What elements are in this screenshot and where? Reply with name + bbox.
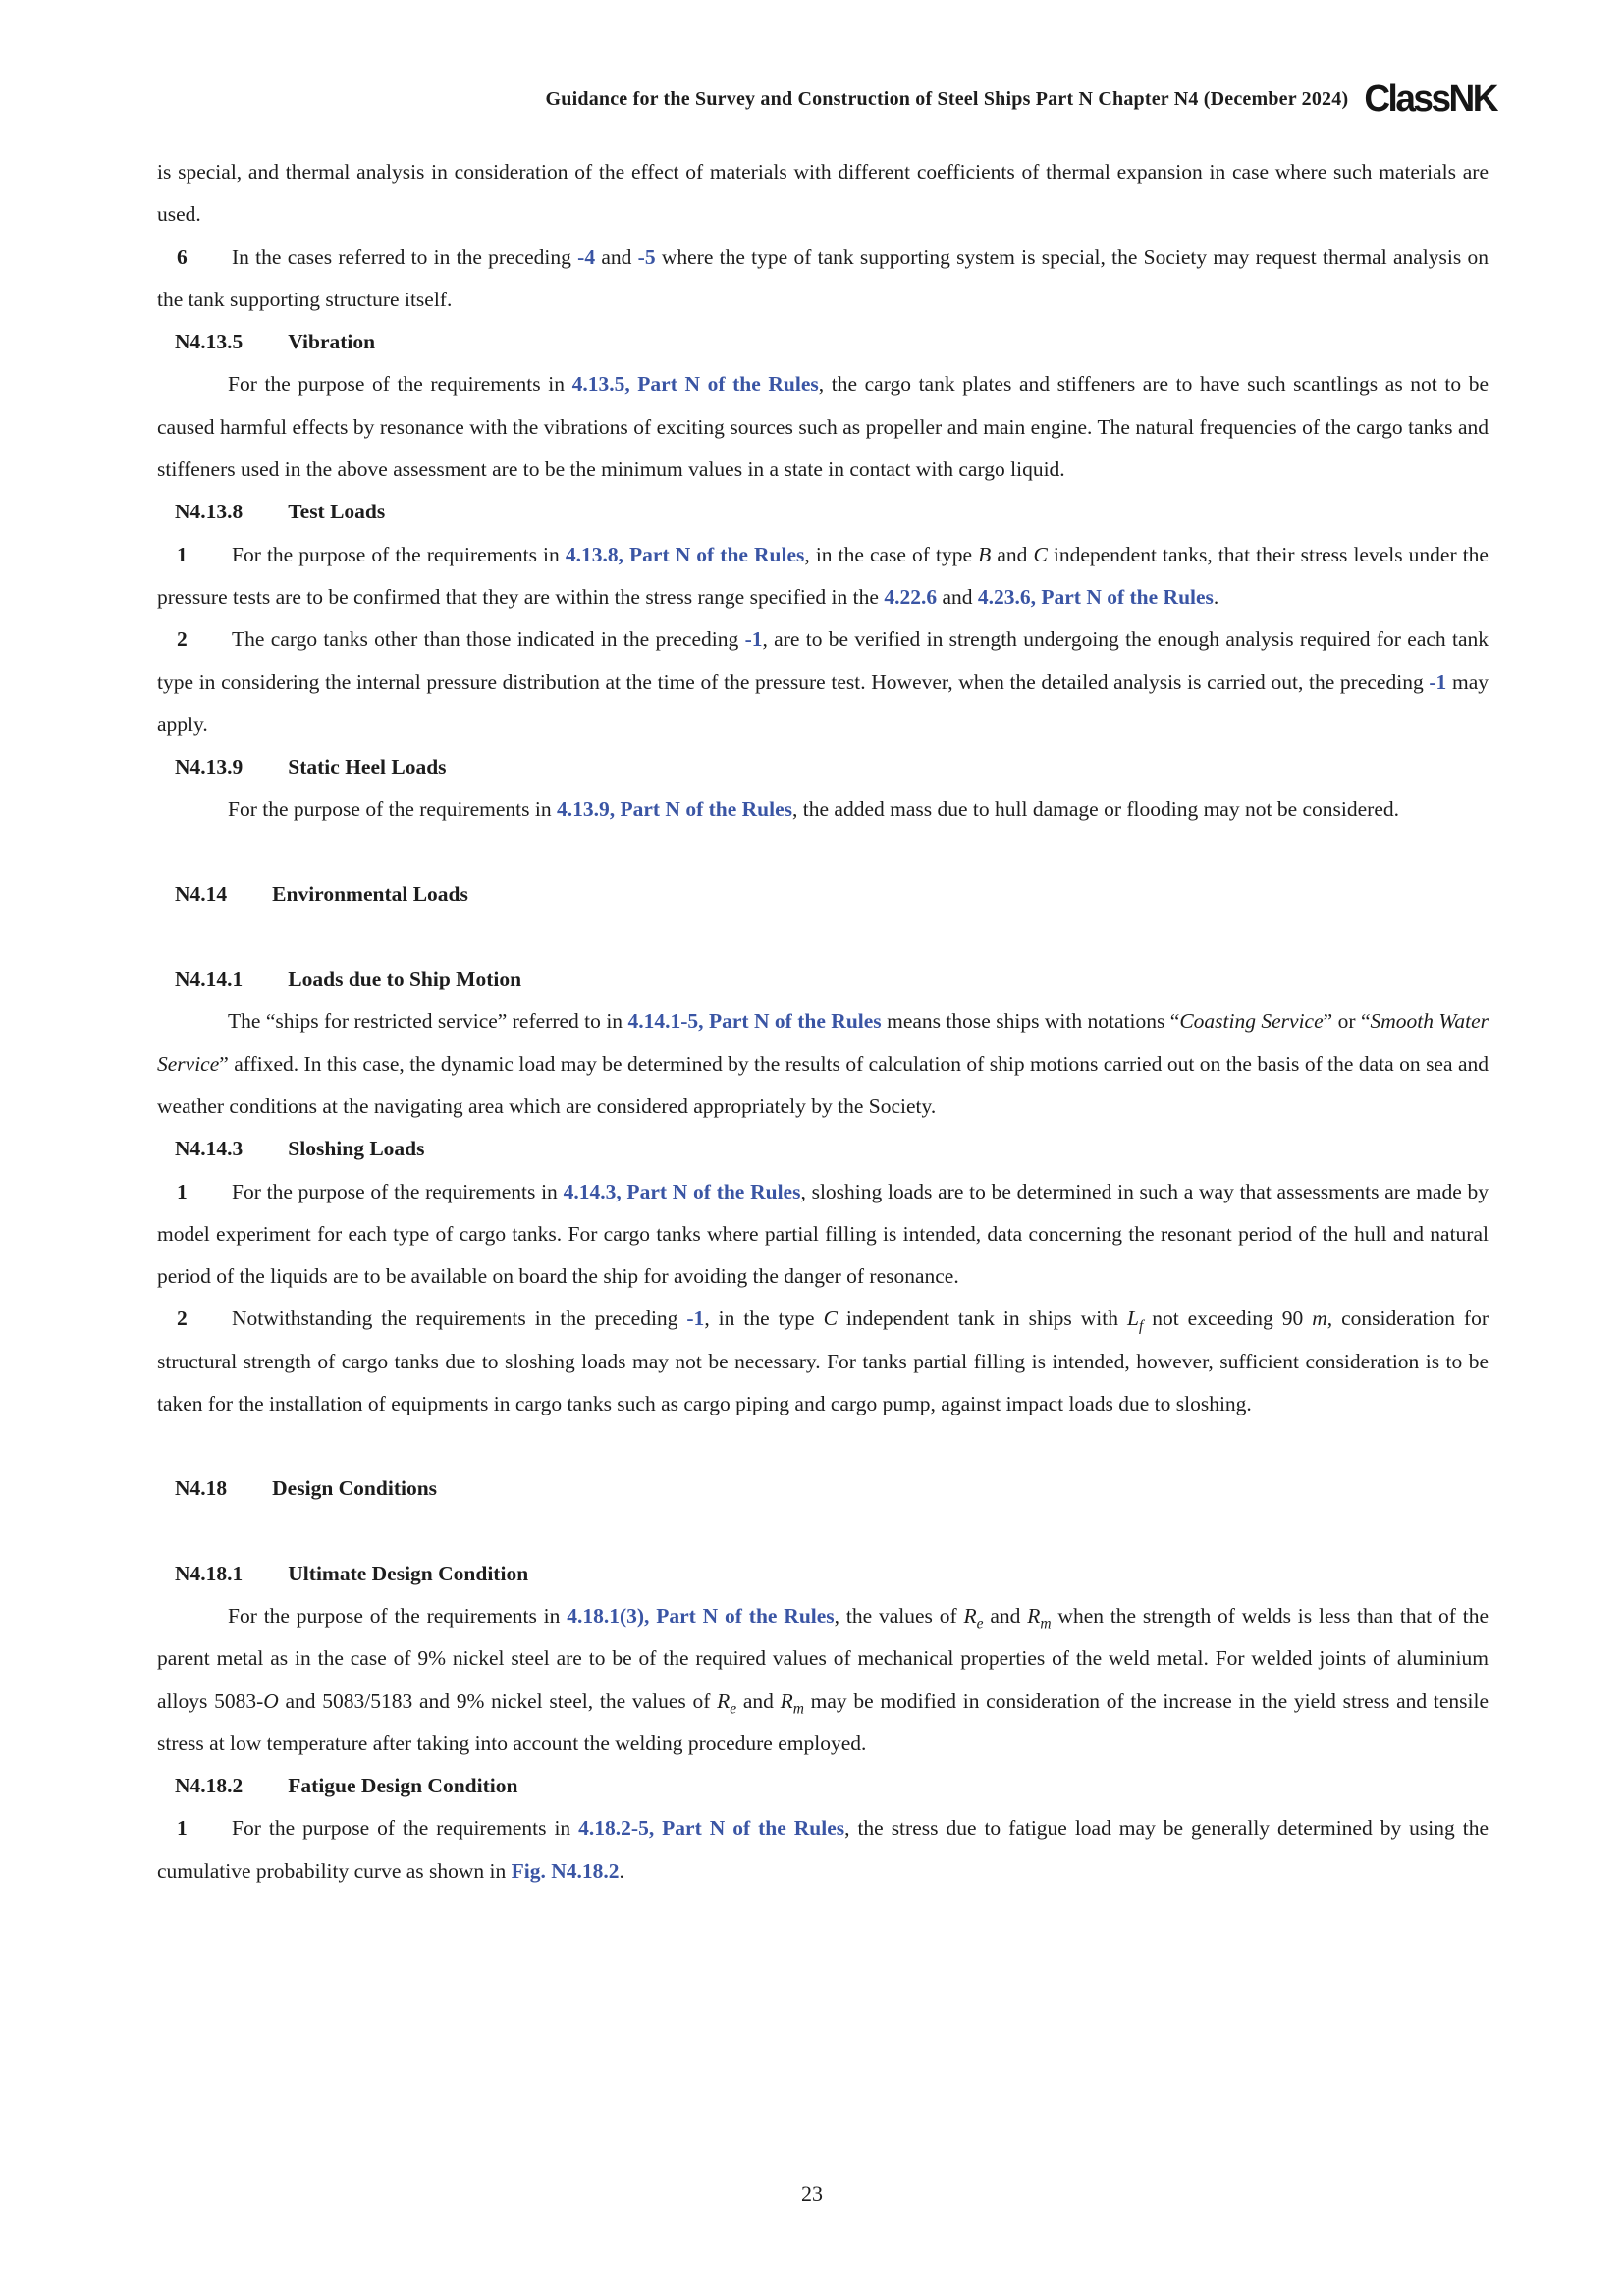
document-body <box>157 151 1489 1893</box>
text-run: For the purpose of the requirements in <box>228 1603 568 1628</box>
text-run: and 5083/5183 and 9% nickel steel, the values of <box>278 1688 718 1713</box>
text-run: independent tanks, that their stress levels under the pressure tests are to be confirmed that they are within the stress range specified in the <box>157 542 1489 609</box>
heading-number: N4.14.3 <box>175 1137 244 1161</box>
heading-title: Fatigue Design Condition <box>288 1774 518 1798</box>
subsection-heading <box>175 1553 1489 1595</box>
italic-symbol: R <box>1027 1603 1041 1628</box>
rule-reference-link[interactable]: 4.14.1-5, Part N of the Rules <box>627 1009 882 1034</box>
heading-title: Loads due to Ship Motion <box>288 967 522 991</box>
paragraph <box>157 1171 1489 1299</box>
text-run: ” or “ <box>1323 1009 1371 1034</box>
page-header <box>157 79 1496 120</box>
text-run: , the stress due to fatigue load may be generally determined by using the cumulative probability curve as shown in <box>157 1816 1489 1883</box>
heading-title: Vibration <box>288 330 376 354</box>
text-run: may be modified in consideration of the increase in the yield stress and tensile stress at low temperature after taking into account the welding procedure employed. <box>157 1688 1489 1755</box>
heading-number: N4.13.8 <box>175 500 244 524</box>
text-run: For the purpose of the requirements in <box>228 797 557 822</box>
text-run: , in the case of type <box>804 542 979 566</box>
subsection-heading <box>175 321 1489 363</box>
rule-reference-link[interactable]: -4 <box>577 244 596 269</box>
document-title: Guidance for the Survey and Construction of Steel Ships Part N Chapter N4 (December 2024) <box>545 87 1349 110</box>
item-number: 2 <box>177 1307 188 1331</box>
text-run: For the purpose of the requirements in <box>232 1816 579 1841</box>
paragraph <box>157 534 1489 619</box>
heading-number: N4.13.9 <box>175 755 244 779</box>
rule-reference-link[interactable]: -1 <box>686 1307 705 1331</box>
paragraph <box>157 1000 1489 1128</box>
rule-reference-link[interactable]: -5 <box>637 244 656 269</box>
text-run: when the strength of welds is less than that of the parent metal as in the case of 9% nickel steel are to be of the required values of mechanical properties of the weld metal. For welded joints of aluminium alloys 5083- <box>157 1603 1489 1713</box>
text-run: ” affixed. In this case, the dynamic load may be determined by the results of calculation of ship motions carried out on the basis of the data on sea and weather conditions at the navigating area which are considered appropriately by the Society. <box>157 1051 1489 1118</box>
italic-symbol: C <box>823 1307 838 1331</box>
rule-reference-link[interactable]: 4.18.2-5, Part N of the Rules <box>578 1816 845 1841</box>
paragraph <box>157 1298 1489 1425</box>
heading-title: Environmental Loads <box>272 881 468 906</box>
heading-number: N4.18.1 <box>175 1561 244 1585</box>
subscript-symbol: e <box>730 1699 737 1717</box>
heading-number: N4.18.2 <box>175 1774 244 1798</box>
italic-symbol: Coasting Service <box>1179 1009 1324 1034</box>
item-number: 6 <box>177 244 188 269</box>
paragraph <box>157 618 1489 746</box>
heading-number: N4.18 <box>175 1476 228 1501</box>
section-heading <box>175 874 1489 916</box>
text-run: is special, and thermal analysis in consideration of the effect of materials with different coefficients of thermal expansion in case where such materials are used. <box>157 160 1489 227</box>
page-number: 23 <box>801 2181 823 2206</box>
italic-symbol: R <box>780 1688 793 1713</box>
rule-reference-link[interactable]: -1 <box>744 627 763 652</box>
text-run: , consideration for structural strength of cargo tanks due to sloshing loads may not be necessary. For tanks partial filling is intended, however, sufficient consideration is to be taken for the installation of equipments in cargo tanks such as cargo piping and cargo pump, against impact loads due to sloshing. <box>157 1307 1489 1416</box>
paragraph <box>157 151 1489 237</box>
subsection-heading <box>175 1765 1489 1807</box>
text-run: . <box>619 1858 624 1883</box>
text-run: For the purpose of the requirements in <box>232 542 566 566</box>
text-run: means those ships with notations “ <box>881 1009 1180 1034</box>
rule-reference-link[interactable]: 4.14.3, Part N of the Rules <box>563 1179 801 1203</box>
text-run: , in the type <box>704 1307 824 1331</box>
subsection-heading <box>175 1128 1489 1170</box>
text-run: , the cargo tank plates and stiffeners are to have such scantlings as not to be caused harmful effects by resonance with the vibrations of exciting sources such as propeller and main engine. The natural frequencies of the cargo tanks and stiffeners used in the above assessment are to be the minimum values in a state in contact with cargo liquid. <box>157 372 1489 482</box>
paragraph <box>157 788 1489 830</box>
text-run: , the added mass due to hull damage or flooding may not be considered. <box>792 797 1399 822</box>
rule-reference-link[interactable]: 4.13.5, Part N of the Rules <box>571 372 819 397</box>
paragraph <box>157 363 1489 491</box>
italic-symbol: Smooth Water Service <box>157 1009 1489 1076</box>
text-run: independent tank in ships with <box>837 1307 1127 1331</box>
text-run: and <box>937 584 978 609</box>
rule-reference-link[interactable]: 4.18.1(3), Part N of the Rules <box>567 1603 835 1628</box>
text-run: , the values of <box>834 1603 964 1628</box>
subscript-symbol: m <box>1040 1615 1052 1632</box>
heading-number: N4.14.1 <box>175 967 244 991</box>
section-heading <box>175 1468 1489 1510</box>
classnk-logo: ClassNK <box>1364 78 1496 120</box>
text-run: Notwithstanding the requirements in the preceding <box>232 1307 687 1331</box>
rule-reference-link[interactable]: -1 <box>1429 669 1447 694</box>
text-run: For the purpose of the requirements in <box>232 1179 564 1203</box>
text-run: . <box>1213 584 1219 609</box>
text-run: may apply. <box>157 669 1489 736</box>
heading-title: Test Loads <box>288 500 386 524</box>
heading-title: Ultimate Design Condition <box>288 1561 529 1585</box>
text-run: and <box>736 1688 781 1713</box>
subsection-heading <box>175 746 1489 788</box>
text-run: In the cases referred to in the preceding <box>232 244 578 269</box>
italic-symbol: R <box>963 1603 977 1628</box>
item-number: 1 <box>177 1179 188 1203</box>
subscript-symbol: f <box>1138 1317 1144 1335</box>
paragraph <box>157 1807 1489 1893</box>
text-run: not exceeding 90 <box>1143 1307 1313 1331</box>
heading-number: N4.14 <box>175 881 228 906</box>
text-run: , are to be verified in strength undergoing the enough analysis required for each tank type in considering the internal pressure distribution at the time of the pressure test. However, when the detailed analysis is carried out, the preceding <box>157 627 1489 694</box>
rule-reference-link[interactable]: 4.23.6, Part N of the Rules <box>977 584 1214 609</box>
text-run: where the type of tank supporting system is special, the Society may request thermal analysis on the tank supporting structure itself. <box>157 244 1489 311</box>
paragraph <box>157 237 1489 322</box>
italic-symbol: O <box>263 1688 279 1713</box>
text-run: and <box>991 542 1034 566</box>
rule-reference-link[interactable]: 4.13.9, Part N of the Rules <box>556 797 793 822</box>
italic-symbol: B <box>978 542 992 566</box>
italic-symbol: R <box>717 1688 731 1713</box>
subscript-symbol: m <box>792 1699 804 1717</box>
italic-symbol: C <box>1033 542 1048 566</box>
italic-symbol: m <box>1312 1307 1327 1331</box>
text-run: , sloshing loads are to be determined in such a way that assessments are made by model experiment for each type of cargo tanks. For cargo tanks where partial filling is intended, data concerning the resonant period of the hull and natural period of the liquids are to be available on board the ship for avoiding the danger of resonance. <box>157 1179 1489 1289</box>
item-number: 1 <box>177 542 188 566</box>
heading-title: Design Conditions <box>272 1476 438 1501</box>
heading-title: Static Heel Loads <box>288 755 447 779</box>
subsection-heading <box>175 491 1489 533</box>
paragraph <box>157 1595 1489 1765</box>
rule-reference-link[interactable]: Fig. N4.18.2 <box>511 1858 620 1883</box>
text-run: For the purpose of the requirements in <box>228 372 572 397</box>
item-number: 1 <box>177 1816 188 1841</box>
text-run: and <box>595 244 638 269</box>
italic-symbol: L <box>1126 1307 1139 1331</box>
rule-reference-link[interactable]: 4.13.8, Part N of the Rules <box>565 542 805 566</box>
subscript-symbol: e <box>976 1615 984 1632</box>
item-number: 2 <box>177 627 188 652</box>
heading-number: N4.13.5 <box>175 330 244 354</box>
heading-title: Sloshing Loads <box>288 1137 425 1161</box>
text-run: and <box>983 1603 1028 1628</box>
rule-reference-link[interactable]: 4.22.6 <box>884 584 938 609</box>
text-run: The “ships for restricted service” referred to in <box>228 1009 628 1034</box>
text-run: The cargo tanks other than those indicated in the preceding <box>232 627 745 652</box>
subsection-heading <box>175 958 1489 1000</box>
